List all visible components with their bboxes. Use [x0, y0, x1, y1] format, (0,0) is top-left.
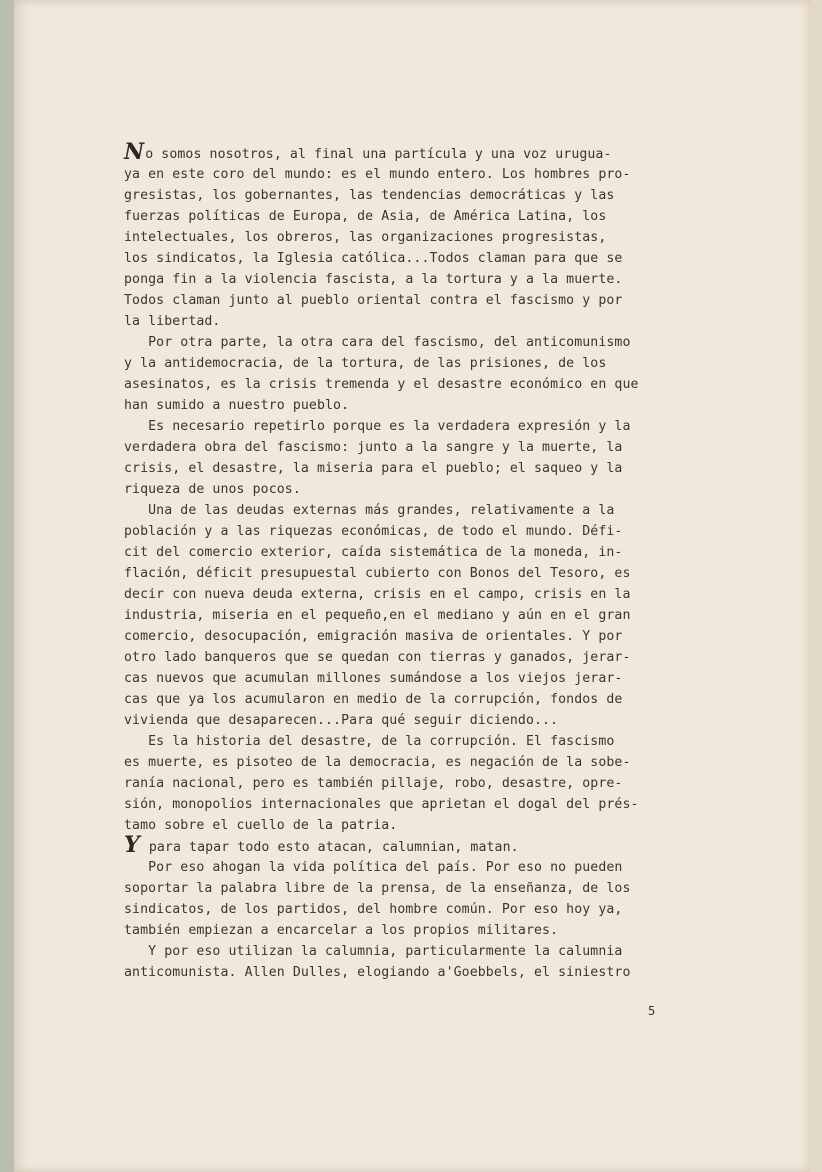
- line-text: Es la historia del desastre, de la corrupción. El fascismo: [124, 734, 615, 749]
- text-line: [124, 521, 684, 542]
- text-line: [124, 584, 684, 605]
- line-text: crisis, el desastre, la miseria para el pueblo; el saqueo y la: [124, 461, 623, 476]
- line-text: y la antidemocracia, de la tortura, de las prisiones, de los: [124, 356, 607, 371]
- line-text: intelectuales, los obreros, las organizaciones progresistas,: [124, 230, 607, 245]
- line-text: han sumido a nuestro pueblo.: [124, 398, 350, 413]
- text-line: [124, 395, 684, 416]
- text-line: [124, 542, 684, 563]
- line-text: industria, miseria en el pequeño,en el mediano y aún en el gran: [124, 608, 631, 623]
- text-line: [124, 248, 684, 269]
- line-text: flación, déficit presupuestal cubierto con Bonos del Tesoro, es: [124, 566, 631, 581]
- text-line: [124, 878, 684, 899]
- line-text: sión, monopolios internacionales que aprietan el dogal del prés-: [124, 797, 639, 812]
- line-text: sindicatos, de los partidos, del hombre común. Por eso hoy ya,: [124, 902, 623, 917]
- line-text: cas nuevos que acumulan millones sumándose a los viejos jerar-: [124, 671, 623, 686]
- paragraph: [124, 332, 684, 416]
- line-text: Y por eso utilizan la calumnia, particularmente la calumnia: [124, 944, 623, 959]
- text-line: [124, 500, 684, 521]
- text-line: [124, 941, 684, 962]
- line-text: para tapar todo esto atacan, calumnian, matan.: [140, 840, 519, 855]
- line-text: asesinatos, es la crisis tremenda y el desastre económico en que: [124, 377, 639, 392]
- line-text: cas que ya los acumularon en medio de la corrupción, fondos de: [124, 692, 623, 707]
- text-line: [124, 353, 684, 374]
- text-line: [124, 752, 684, 773]
- line-text: ya en este coro del mundo: es el mundo entero. Los hombres pro-: [124, 167, 631, 182]
- text-line: [124, 458, 684, 479]
- text-line: [124, 563, 684, 584]
- paragraph: [124, 941, 684, 983]
- drop-cap: N: [124, 139, 145, 165]
- line-text: la libertad.: [124, 314, 221, 329]
- text-line: [124, 962, 684, 983]
- line-text: Es necesario repetirlo porque es la verdadera expresión y la: [124, 419, 631, 434]
- line-text: otro lado banqueros que se quedan con tierras y ganados, jerar-: [124, 650, 631, 665]
- paragraph: [124, 857, 684, 941]
- text-line: [124, 139, 684, 165]
- line-text: es muerte, es pisoteo de la democracia, es negación de la sobe-: [124, 755, 631, 770]
- text-line: [124, 857, 684, 878]
- text-line: [124, 437, 684, 458]
- line-text: población y a las riquezas económicas, de todo el mundo. Défi-: [124, 524, 623, 539]
- text-line: [124, 689, 684, 710]
- line-text: fuerzas políticas de Europa, de Asia, de América Latina, los: [124, 209, 607, 224]
- line-text: tamo sobre el cuello de la patria.: [124, 818, 398, 833]
- paragraph: [124, 832, 684, 858]
- paragraph: [124, 416, 684, 500]
- page-edge: [810, 0, 822, 1172]
- line-text: anticomunista. Allen Dulles, elogiando a'Goebbels, el siniestro: [124, 965, 631, 980]
- text-line: [124, 374, 684, 395]
- text-line: [124, 832, 684, 858]
- paragraph: [124, 139, 684, 332]
- line-text: Una de las deudas externas más grandes, relativamente a la: [124, 503, 615, 518]
- text-line: [124, 668, 684, 689]
- text-line: [124, 647, 684, 668]
- line-text: decir con nueva deuda externa, crisis en el campo, crisis en la: [124, 587, 631, 602]
- text-line: [124, 332, 684, 353]
- text-line: [124, 731, 684, 752]
- body-text: [124, 139, 684, 983]
- page-number: 5: [648, 1004, 656, 1018]
- line-text: ponga fin a la violencia fascista, a la tortura y a la muerte.: [124, 272, 623, 287]
- line-text: verdadera obra del fascismo: junto a la sangre y la muerte, la: [124, 440, 623, 455]
- line-text: riqueza de unos pocos.: [124, 482, 301, 497]
- text-line: [124, 773, 684, 794]
- text-line: [124, 269, 684, 290]
- line-text: Por otra parte, la otra cara del fascismo, del anticomunismo: [124, 335, 631, 350]
- text-line: [124, 605, 684, 626]
- drop-cap: Y: [124, 832, 140, 858]
- text-line: [124, 794, 684, 815]
- line-text: o somos nosotros, al final una partícula y una voz urugua-: [145, 147, 612, 162]
- text-line: [124, 311, 684, 332]
- text-line: [124, 206, 684, 227]
- text-line: [124, 164, 684, 185]
- line-text: gresistas, los gobernantes, las tendencias democráticas y las: [124, 188, 615, 203]
- text-line: [124, 290, 684, 311]
- text-line: [124, 899, 684, 920]
- line-text: soportar la palabra libre de la prensa, de la enseñanza, de los: [124, 881, 631, 896]
- text-line: [124, 416, 684, 437]
- line-text: ranía nacional, pero es también pillaje, robo, desastre, opre-: [124, 776, 623, 791]
- text-line: [124, 626, 684, 647]
- text-line: [124, 920, 684, 941]
- line-text: Todos claman junto al pueblo oriental contra el fascismo y por: [124, 293, 623, 308]
- text-line: [124, 185, 684, 206]
- paragraph: [124, 500, 684, 731]
- text-line: [124, 710, 684, 731]
- line-text: vivienda que desaparecen...Para qué seguir diciendo...: [124, 713, 559, 728]
- paragraph: [124, 731, 684, 836]
- line-text: comercio, desocupación, emigración masiva de orientales. Y por: [124, 629, 623, 644]
- text-line: [124, 479, 684, 500]
- text-line: [124, 227, 684, 248]
- line-text: cit del comercio exterior, caída sistemática de la moneda, in-: [124, 545, 623, 560]
- line-text: también empiezan a encarcelar a los propios militares.: [124, 923, 559, 938]
- text-line: [124, 815, 684, 836]
- line-text: los sindicatos, la Iglesia católica...Todos claman para que se: [124, 251, 623, 266]
- line-text: Por eso ahogan la vida política del país. Por eso no pueden: [124, 860, 623, 875]
